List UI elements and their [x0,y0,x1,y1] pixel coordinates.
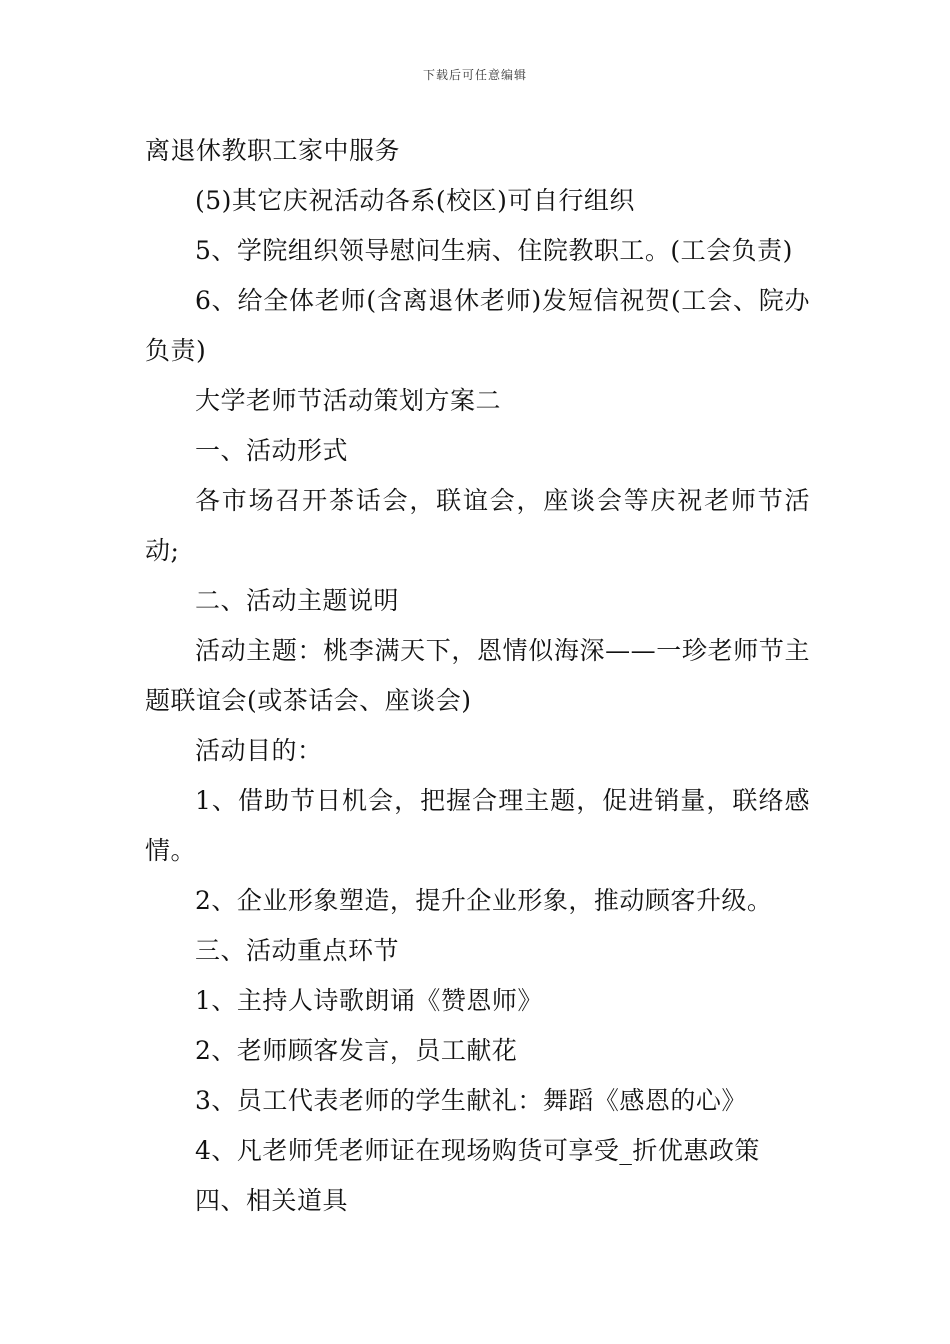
paragraph: 6、给全体老师(含离退休老师)发短信祝贺(工会、院办负责) [145,286,810,365]
paragraph: 5、学院组织领导慰问生病、住院教职工。(工会负责) [195,236,793,265]
list-item: 2、企业形象塑造，提升企业形象，推动顾客升级。 [195,886,773,915]
list-item: 1、主持人诗歌朗诵《赞恩师》 [195,986,543,1015]
paragraph: 活动主题：桃李满天下，恩情似海深——一珍老师节主题联谊会(或茶话会、座谈会) [145,636,810,715]
list-item: 3、员工代表老师的学生献礼：舞蹈《感恩的心》 [195,1086,747,1115]
list-item: 2、老师顾客发言，员工献花 [195,1036,518,1065]
paragraph: 活动目的： [195,736,323,765]
section-title: 大学老师节活动策划方案二 [195,386,502,415]
section-heading: 四、相关道具 [195,1186,349,1215]
list-item: 1、借助节日机会，把握合理主题，促进销量，联络感情。 [145,786,810,865]
paragraph: 离退休教职工家中服务 [145,136,401,165]
list-item: 4、凡老师凭老师证在现场购货可享受_折优惠政策 [195,1136,760,1165]
paragraph: 各市场召开茶话会，联谊会，座谈会等庆祝老师节活动; [145,486,810,565]
page-header-note: 下载后可任意编辑 [422,68,527,82]
section-heading: 二、活动主题说明 [195,586,400,615]
section-heading: 三、活动重点环节 [195,936,400,965]
section-heading: 一、活动形式 [195,436,349,465]
paragraph: (5)其它庆祝活动各系(校区)可自行组织 [195,186,635,215]
document-body [145,126,810,1226]
